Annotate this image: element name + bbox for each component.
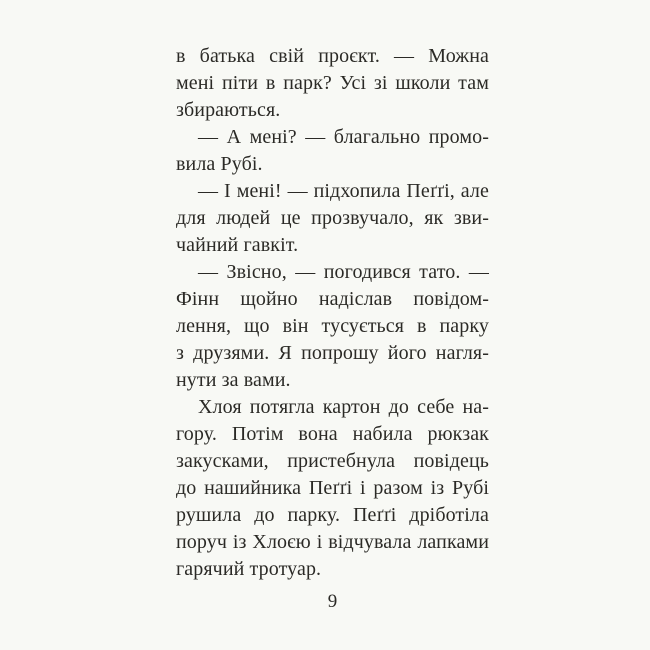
text-line: гору. Потім вона набила рюкзак bbox=[176, 423, 489, 445]
text-line: поруч із Хлоєю і відчувала лапками bbox=[176, 531, 489, 553]
page-number: 9 bbox=[327, 591, 338, 612]
text-line: збираються. bbox=[176, 99, 281, 121]
text-line: Хлоя потягла картон до себе на- bbox=[198, 396, 489, 418]
text-line: гарячий тротуар. bbox=[176, 558, 322, 580]
text-block bbox=[176, 43, 489, 583]
text-line: для людей це прозвучало, як зви- bbox=[176, 207, 489, 229]
text-line: — Звісно, — погодився тато. — bbox=[198, 261, 489, 283]
text-line: лення, що він тусується в парку bbox=[176, 315, 489, 337]
text-line: рушила до парку. Пеґґі дріботіла bbox=[176, 504, 489, 526]
text-line: з друзями. Я попрошу його нагля- bbox=[176, 342, 489, 364]
text-line: до нашийника Пеґґі і разом із Рубі bbox=[176, 477, 489, 499]
text-line: нути за вами. bbox=[176, 369, 291, 391]
text-line: — І мені! — підхопила Пеґґі, але bbox=[198, 180, 489, 202]
text-line: чайний гавкіт. bbox=[176, 234, 299, 256]
text-line: в батька свій проєкт. — Можна bbox=[176, 45, 489, 67]
text-line: вила Рубі. bbox=[176, 153, 263, 175]
text-line: — А мені? — благально промо- bbox=[198, 126, 489, 148]
text-line: закусками, пристебнула повідець bbox=[176, 450, 489, 472]
text-line: мені піти в парк? Усі зі школи там bbox=[176, 72, 489, 94]
text-line: Фінн щойно надіслав повідом- bbox=[176, 288, 489, 310]
